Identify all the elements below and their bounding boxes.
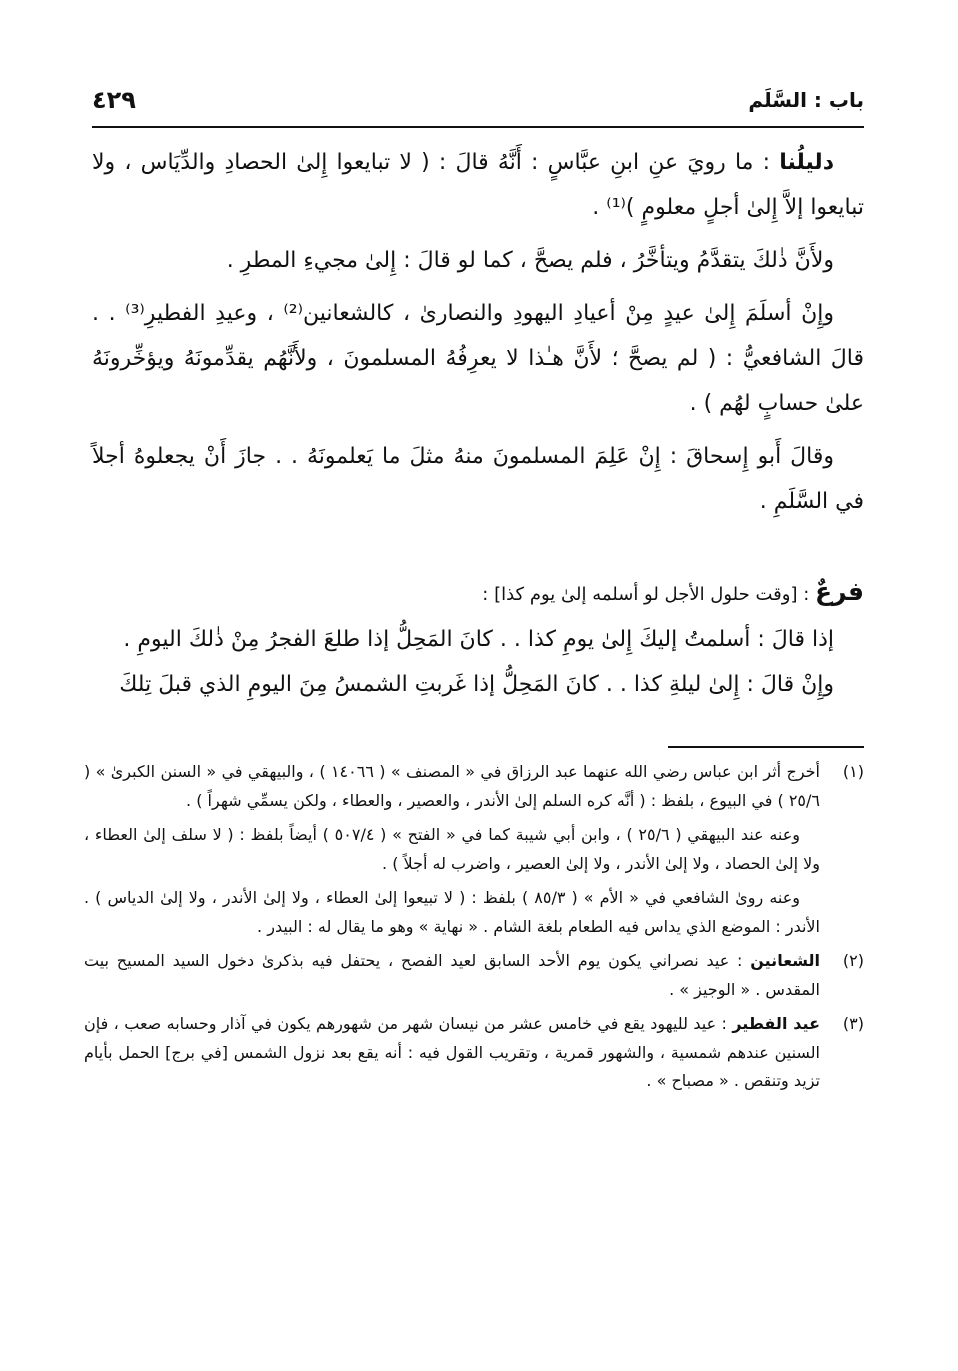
footnote-separator [668,746,864,748]
footnote-term: الشعانين [750,951,820,970]
branch-heading [92,569,864,617]
footnote-paragraph: وعنه عند البيهقي ( ٢٥/٦ ) ، وابن أبي شيبة كما في « الفتح » ( ٥٠٧/٤ ) أيضاً بلفظ : ( لا سلف إلىٰ العطاء ، ولا إلىٰ الحصاد ، ولا إلىٰ الأندر ، ولا إلىٰ العصير ، واضرب له أجلاً ) . [84,825,820,873]
footnote-paragraph [84,1010,820,1096]
evidence-keyword: دليلُنا [779,150,834,175]
footnote-3 [84,1010,864,1096]
footnote-paragraph: أخرج أثر ابن عباس رضي الله عنهما عبد الرزاق في « المصنف » ( ١٤٠٦٦ ) ، والبيهقي في « السنن الكبرىٰ » ( ٢٥/٦ ) في البيوع ، بلفظ : ( أنَّه كره السلم إلىٰ الأندر ، والعصير ، والعطاء ، ولكن يسمِّي شهراً ) . [84,762,820,810]
footnote-number: (٢) [842,951,864,970]
running-title: باب : السَّلَم [748,88,864,112]
footnote-number: (١) [842,762,864,781]
paragraph-feasts: وإِنْ أسلَمَ إِلىٰ عيدٍ مِنْ أعيادِ اليهودِ والنصارىٰ ، كالشعانين⁽²⁾ ، وعيدِ الفطيرِ⁽³⁾ . . قالَ الشافعيُّ : ( لم يصحَّ ؛ لأَنَّ هـٰذا لا يعرِفُهُ المسلمونَ ، ولأَنَّهُم يقدِّمونَهُ ويؤخِّرونَهُ علىٰ حسابٍ لهُم ) . [92,301,864,416]
branch-label: فرعٌ [815,577,864,606]
footnotes [84,758,864,1096]
evidence-text: : ما رويَ عنِ ابنِ عبَّاسٍ : أَنَّهُ قالَ : ( لا تبايعوا إِلىٰ الحصادِ والدِّيَاس ، ولا تبايعوا إلاَّ إِلىٰ أجلٍ معلومٍ )⁽¹⁾ . [92,150,864,220]
header-rule [92,126,864,128]
paragraph-abu-ishaq: وقالَ أَبو إِسحاقَ : إِنْ عَلِمَ المسلمونَ منهُ مثلَ ما يَعلمونَهُ . . جازَ أَنْ يجعلوهُ أجلاً في السَّلَمِ . [92,444,864,514]
paragraph-night: وإِنْ قالَ : إِلىٰ ليلةِ كذا . . كانَ المَحِلُّ إذا غَربتِ الشمسُ مِنَ اليومِ الذي قبلَ تِلكَ [119,672,834,697]
paragraph-reasoning: ولأَنَّ ذٰلكَ يتقدَّمُ ويتأخَّرُ ، فلم يصحَّ ، كما لو قالَ : إِلىٰ مجيءِ المطرِ . [226,248,834,273]
footnote-definition: : عيد نصراني يكون يوم الأحد السابق لعيد الفصح ، يحتفل فيه بذكرىٰ دخول السيد المسيح بيت المقدس . « الوجيز » . [84,951,820,999]
footnote-body [84,758,820,941]
branch-title: : [وقت حلول الأجل لو أسلمه إلىٰ يوم كذا] : [482,584,815,605]
footnote-2 [84,947,864,1004]
paragraph-evidence [92,140,864,230]
footnote-number: (٣) [842,1014,864,1033]
paragraph-day: إذا قالَ : أسلمتُ إليكَ إِلىٰ يومِ كذا . . كانَ المَحِلُّ إذا طلعَ الفجرُ مِنْ ذٰلكَ اليومِ . [123,627,834,652]
main-text [92,140,864,707]
page-number: ٤٢٩ [92,86,136,114]
footnote-term: عيد الفطير [732,1014,821,1033]
footnote-definition: : عيد لليهود يقع في خامس عشر من نيسان شهر من شهورهم يكون في آذار وحسابه صعب ، فإن السنين عندهم شمسية ، والشهور قمرية ، وتقريب القول فيه : أنه يقع بعد نزول الشمس [في برج] الحمل بأيام تزيد وتنقص . « مصباح » . [84,1014,820,1090]
page-header [92,84,864,124]
footnote-body [84,947,820,1004]
footnote-body [84,1010,820,1096]
footnote-1 [84,758,864,941]
footnote-paragraph [84,947,820,1004]
footnote-paragraph: وعنه روىٰ الشافعي في « الأم » ( ٨٥/٣ ) بلفظ : ( لا تبيعوا إلىٰ العطاء ، ولا إلىٰ الأندر ، ولا إلىٰ الدياس ) . الأندر : الموضع الذي يداس فيه الطعام بلغة الشام . « نهاية » وهو ما يقال له : البيدر . [84,888,820,936]
